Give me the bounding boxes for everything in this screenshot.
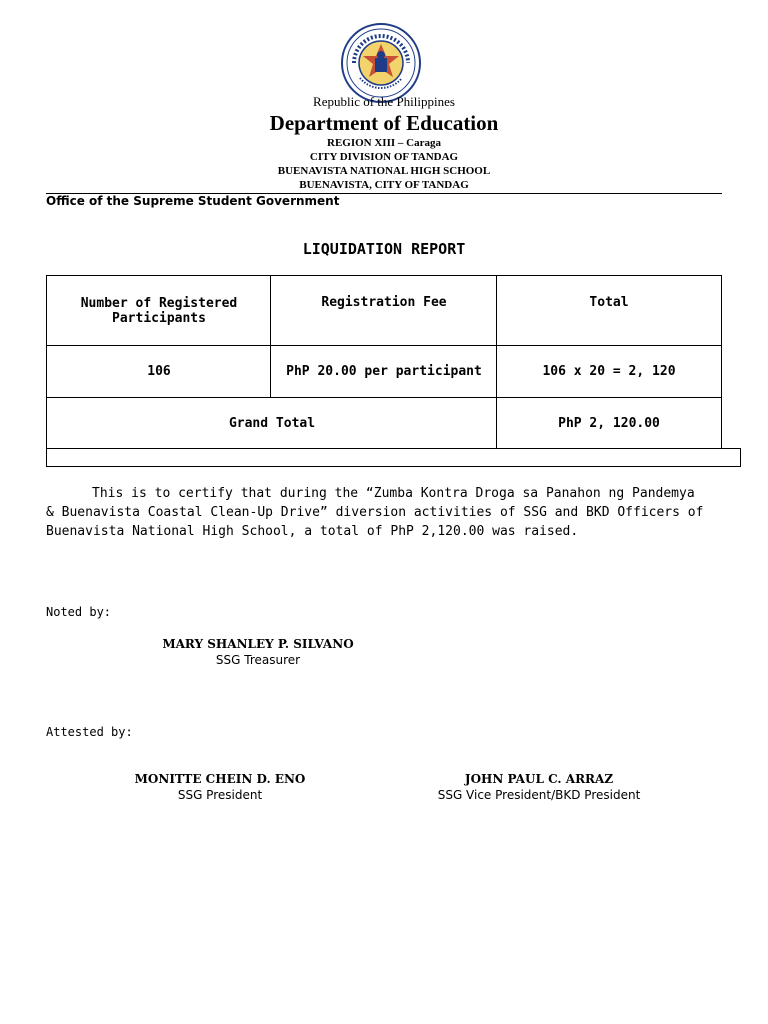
department-title: Department of Education xyxy=(269,111,499,135)
grand-total-label: Grand Total xyxy=(228,415,316,431)
deped-seal-icon xyxy=(340,22,422,104)
certification-line: & Buenavista Coastal Clean-Up Drive” diversion activities of SSG and BKD Officers of xyxy=(46,505,704,520)
table-cell-participants: 106 xyxy=(147,364,171,379)
certification-line: This is to certify that during the “Zumba Kontra Droga sa Panahon ng Pandemya xyxy=(92,486,695,501)
president-name: MONITTE CHEIN D. ENO xyxy=(134,772,306,786)
table-cell-total: 106 x 20 = 2, 120 xyxy=(542,364,676,379)
attested-by-label: Attested by: xyxy=(46,725,133,739)
empty-table-row xyxy=(46,448,741,467)
table-header-participants: Number of Registered Participants xyxy=(80,295,238,326)
certification-paragraph xyxy=(46,484,736,541)
noted-signatory-name: MARY SHANLEY P. SILVANO xyxy=(162,637,354,651)
certification-line: Buenavista National High School, a total of PhP 2,120.00 was raised. xyxy=(46,524,579,539)
table-header-total: Total xyxy=(589,294,629,310)
noted-by-label: Noted by: xyxy=(46,605,112,619)
division-line: CITY DIVISION OF TANDAG xyxy=(309,151,459,163)
report-title: LIQUIDATION REPORT xyxy=(302,240,466,258)
office-line: Office of the Supreme Student Government xyxy=(46,194,340,208)
grand-total-value: PhP 2, 120.00 xyxy=(558,415,660,431)
table-header-fee: Registration Fee xyxy=(321,294,447,310)
vice-president-name: JOHN PAUL C. ARRAZ xyxy=(464,772,614,786)
table-cell-fee: PhP 20.00 per participant xyxy=(286,364,482,379)
noted-signatory-role: SSG Treasurer xyxy=(215,653,301,667)
region-line: REGION XIII – Caraga xyxy=(327,137,441,149)
address-line: BUENAVISTA, CITY OF TANDAG xyxy=(299,179,469,191)
liquidation-table xyxy=(46,275,722,449)
republic-line: Republic of the Philippines xyxy=(313,94,455,109)
school-line: BUENAVISTA NATIONAL HIGH SCHOOL xyxy=(277,165,491,177)
vice-president-role: SSG Vice President/BKD President xyxy=(437,788,641,802)
president-role: SSG President xyxy=(177,788,263,802)
